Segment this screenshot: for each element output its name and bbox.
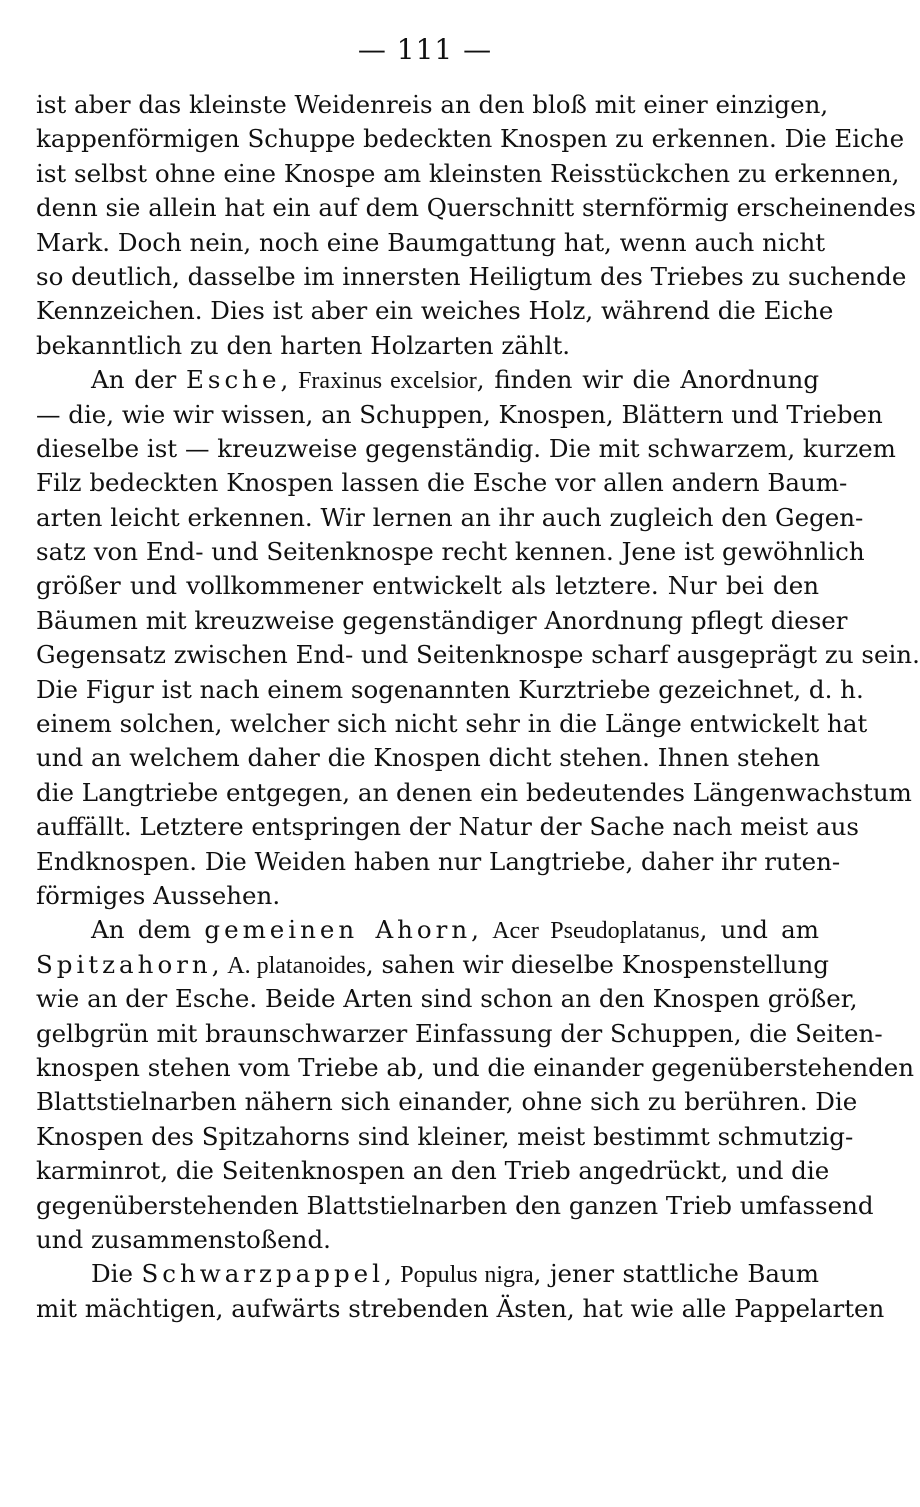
text-line: Mark. Doch nein, noch eine Baumgattung hat, wenn auch nicht bbox=[36, 227, 826, 257]
paragraph-oak-willow bbox=[36, 88, 916, 363]
text-line: arten leicht erkennen. Wir lernen an ihr auch zugleich den Gegen- bbox=[36, 502, 864, 532]
text-run: , bbox=[383, 1259, 401, 1289]
text-line: einem solchen, welcher sich nicht sehr in die Länge entwickelt hat bbox=[36, 709, 868, 739]
text-line: größer und vollkommener entwickelt als letztere. Nur bei den bbox=[36, 571, 819, 601]
latin-name: Fraxinus excelsior bbox=[298, 368, 477, 395]
text-line: gegenüberstehenden Blattstielnarben den ganzen Trieb umfassend bbox=[36, 1190, 874, 1220]
text-run: , jener stattliche Baum bbox=[533, 1259, 820, 1289]
latin-name: Acer Pseudoplatanus bbox=[492, 918, 700, 945]
text-line: dieselbe ist — kreuzweise gegenständig. Die mit schwarzem, kurzem bbox=[36, 433, 896, 463]
text-line: mit mächtigen, aufwärts strebenden Ästen, hat wie alle Pappelarten bbox=[36, 1293, 885, 1323]
species-name: gemeinen Ahorn bbox=[204, 915, 472, 945]
text-line: Bäumen mit kreuzweise gegenständiger Anordnung pflegt dieser bbox=[36, 605, 848, 635]
text-run: , und am bbox=[699, 915, 820, 945]
text-line: und zusammenstoßend. bbox=[36, 1224, 331, 1254]
text-line: die Langtriebe entgegen, an denen ein bedeutendes Längenwachstum bbox=[36, 777, 912, 807]
species-name: Esche bbox=[186, 365, 281, 395]
text-line: Kennzeichen. Dies ist aber ein weiches Holz, während die Eiche bbox=[36, 296, 834, 326]
text-run: An dem bbox=[91, 915, 205, 945]
text-line: karminrot, die Seitenknospen an den Trieb angedrückt, und die bbox=[36, 1156, 830, 1186]
text-run: , finden wir die Anordnung bbox=[476, 365, 820, 395]
latin-name: Populus nigra bbox=[400, 1262, 534, 1289]
text-line: und an welchem daher die Knospen dicht stehen. Ihnen stehen bbox=[36, 743, 821, 773]
text-line bbox=[36, 363, 819, 397]
text-line: Gegensatz zwischen End- und Seitenknospe scharf ausgeprägt zu sein. bbox=[36, 640, 920, 670]
latin-name: A. platanoides bbox=[227, 952, 366, 979]
text-line: wie an der Esche. Beide Arten sind schon an den Knospen größer, bbox=[36, 984, 858, 1014]
text-line: förmiges Aussehen. bbox=[36, 880, 281, 910]
body-text bbox=[36, 88, 920, 1326]
text-line: gelbgrün mit braunschwarzer Einfassung der Schuppen, die Seiten- bbox=[36, 1018, 883, 1048]
text-line: ist selbst ohne eine Knospe am kleinsten Reisstückchen zu erkennen, bbox=[36, 158, 900, 188]
text-line: knospen stehen vom Triebe ab, und die einander gegenüberstehenden bbox=[36, 1052, 915, 1082]
text-line: denn sie allein hat ein auf dem Querschnitt sternförmig erscheinendes bbox=[36, 193, 916, 223]
text-line: Die Figur ist nach einem sogenannten Kurztriebe gezeichnet, d. h. bbox=[36, 674, 864, 704]
text-line: bekanntlich zu den harten Holzarten zählt. bbox=[36, 330, 571, 360]
page-number: — 111 — bbox=[357, 33, 493, 66]
text-run: , bbox=[211, 949, 228, 979]
text-line bbox=[36, 913, 819, 947]
species-name: Schwarzpappel bbox=[141, 1259, 384, 1289]
text-line bbox=[36, 948, 829, 982]
text-line: Endknospen. Die Weiden haben nur Langtriebe, daher ihr ruten- bbox=[36, 846, 841, 876]
text-run: An der bbox=[91, 365, 186, 395]
text-run: , bbox=[471, 915, 493, 945]
text-line: Filz bedeckten Knospen lassen die Esche vor allen andern Baum- bbox=[36, 468, 848, 498]
text-line: so deutlich, dasselbe im innersten Heiligtum des Triebes zu suchende bbox=[36, 261, 907, 291]
text-line: Knospen des Spitzahorns sind kleiner, meist bestimmt schmutzig- bbox=[36, 1121, 854, 1151]
text-line: auffällt. Letztere entspringen der Natur der Sache nach meist aus bbox=[36, 812, 859, 842]
paragraph-black-poplar bbox=[36, 1257, 885, 1326]
text-line: satz von End- und Seitenknospe recht kennen. Jene ist gewöhnlich bbox=[36, 537, 865, 567]
paragraph-maple bbox=[36, 913, 915, 1257]
text-run: , bbox=[280, 365, 299, 395]
text-line: Blattstielnarben nähern sich einander, ohne sich zu berühren. Die bbox=[36, 1087, 858, 1117]
text-line bbox=[36, 1257, 819, 1291]
text-run: , sahen wir dieselbe Knospenstellung bbox=[365, 949, 829, 979]
species-name: Spitzahorn bbox=[36, 949, 212, 979]
paragraph-ash bbox=[36, 363, 920, 913]
text-line: ist aber das kleinste Weidenreis an den bloß mit einer einzigen, bbox=[36, 90, 829, 119]
text-line: — die, wie wir wissen, an Schuppen, Knospen, Blättern und Trieben bbox=[36, 399, 883, 429]
text-run: Die bbox=[91, 1259, 142, 1289]
text-line: kappenförmigen Schuppe bedeckten Knospen zu erkennen. Die Eiche bbox=[36, 124, 905, 154]
